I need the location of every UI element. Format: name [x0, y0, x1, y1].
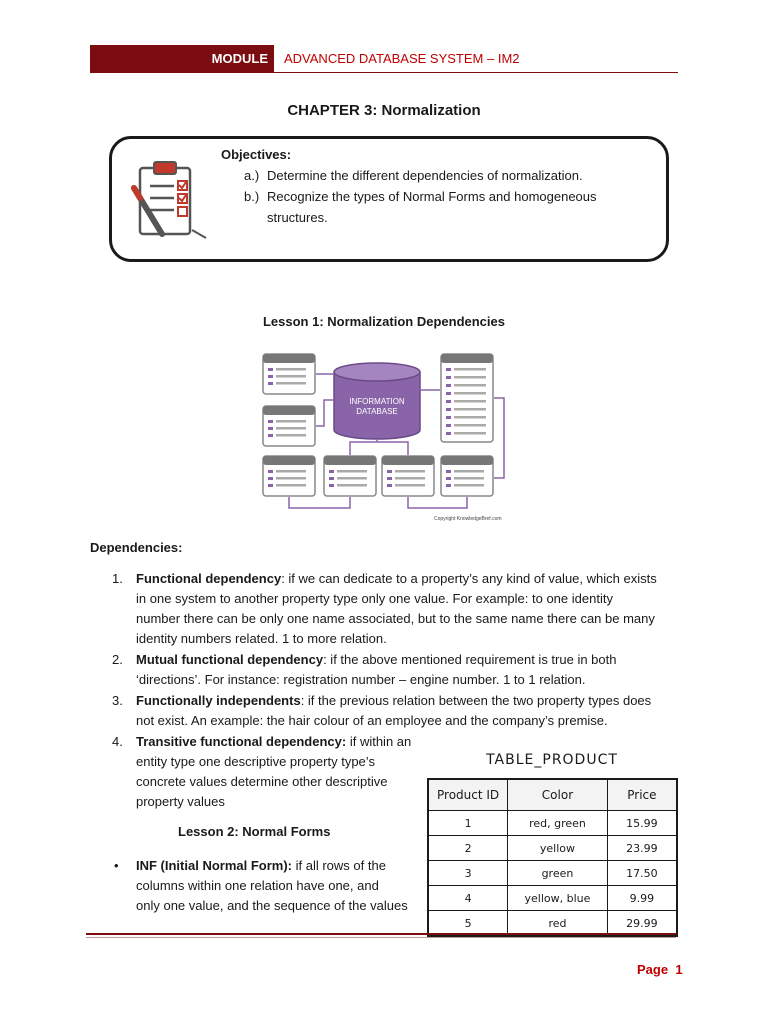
cell-color: green	[508, 861, 608, 886]
cell-product-id: 4	[428, 886, 508, 911]
dep4-line2: entity type one descriptive property type’s	[136, 754, 375, 769]
dep1-term: Functional dependency	[136, 571, 282, 586]
dep2-term: Mutual functional dependency	[136, 652, 324, 667]
dep1-line1	[136, 569, 678, 589]
inf-term: INF (Initial Normal Form):	[136, 858, 292, 873]
objective-text-b: Recognize the types of Normal Forms and homogeneous	[267, 189, 597, 204]
product-table	[427, 778, 678, 937]
chapter-title: CHAPTER 3: Normalization	[287, 102, 481, 119]
objective-text-b-cont: structures.	[267, 210, 328, 225]
objectives-heading: Objectives:	[221, 147, 292, 162]
inf-text1: if all rows of the	[292, 858, 386, 873]
dep2-number: 2.	[112, 652, 123, 667]
header-color: Color	[508, 779, 608, 811]
cell-product-id: 1	[428, 811, 508, 836]
dep1-number: 1.	[112, 571, 123, 586]
objective-marker-a: a.)	[244, 168, 260, 183]
dep1-line3: number there can be only one name associated, but to the same name there can be many	[136, 611, 655, 626]
page-label: Page	[637, 962, 669, 977]
table-row	[428, 811, 677, 836]
dep4-line3: concrete values determine other descriptive	[136, 774, 388, 789]
diagram-copyright: Copyright KnowledgeBref.com	[434, 516, 502, 522]
course-title: ADVANCED DATABASE SYSTEM – IM2	[284, 51, 520, 66]
dep3-line1	[136, 691, 678, 711]
inf-line3: only one value, and the sequence of the values	[136, 898, 408, 913]
table-row	[428, 836, 677, 861]
dep4-number: 4.	[112, 734, 123, 749]
db-label-line1: INFORMATION	[349, 397, 405, 406]
page-value: 1	[675, 962, 683, 977]
dep2-line1	[136, 650, 678, 670]
module-label: MODULE	[90, 45, 274, 72]
database-diagram	[260, 350, 512, 522]
table-row	[428, 886, 677, 911]
dep2-line2: ‘directions’. For instance: registration number – engine number. 1 to 1 relation.	[136, 672, 586, 687]
dep3-term: Functionally independents	[136, 693, 301, 708]
lesson1-title: Lesson 1: Normalization Dependencies	[262, 314, 505, 329]
table-title: TABLE_PRODUCT	[486, 752, 618, 768]
dep2-text1: : if the above mentioned requirement is true in both	[323, 652, 617, 667]
cell-color: red	[508, 911, 608, 937]
footer-rule	[86, 933, 676, 935]
footer-rule-thin	[86, 937, 676, 938]
cell-price: 29.99	[607, 911, 677, 937]
dep3-number: 3.	[112, 693, 123, 708]
dependencies-heading: Dependencies:	[90, 540, 183, 555]
cell-price: 15.99	[607, 811, 677, 836]
dep4-line1	[136, 732, 416, 752]
dep4-text1: if within an	[346, 734, 412, 749]
lesson2-title: Lesson 2: Normal Forms	[178, 824, 331, 839]
dep1-line2: in one system to another property type only one value. For example: to one identity	[136, 591, 613, 606]
dep1-line4: identity numbers related. 1 to more relation.	[136, 631, 387, 646]
cell-product-id: 3	[428, 861, 508, 886]
dep4-line4: property values	[136, 794, 225, 809]
dep3-line2: not exist. An example: the hair colour of an employee and the company’s premise.	[136, 713, 608, 728]
cell-price: 23.99	[607, 836, 677, 861]
db-label-line2: DATABASE	[356, 407, 398, 416]
dep1-text1: : if we can dedicate to a property’s any kind of value, which exists	[281, 571, 657, 586]
cell-color: yellow, blue	[508, 886, 608, 911]
page-number	[637, 962, 683, 977]
checklist-icon	[126, 158, 216, 242]
cell-product-id: 5	[428, 911, 508, 937]
header-product-id: Product ID	[428, 779, 508, 811]
inf-line2: columns within one relation have one, and	[136, 878, 379, 893]
header-price: Price	[607, 779, 677, 811]
dep3-text1: : if the previous relation between the two property types does	[300, 693, 652, 708]
cell-product-id: 2	[428, 836, 508, 861]
inf-bullet: •	[114, 858, 119, 873]
table-row	[428, 861, 677, 886]
cell-color: yellow	[508, 836, 608, 861]
dep4-term: Transitive functional dependency:	[136, 734, 347, 749]
objective-marker-b: b.)	[244, 189, 260, 204]
cell-color: red, green	[508, 811, 608, 836]
table-header-row	[428, 779, 677, 811]
cell-price: 9.99	[607, 886, 677, 911]
inf-line1	[136, 856, 416, 876]
cell-price: 17.50	[607, 861, 677, 886]
objective-text-a: Determine the different dependencies of normalization.	[267, 168, 583, 183]
